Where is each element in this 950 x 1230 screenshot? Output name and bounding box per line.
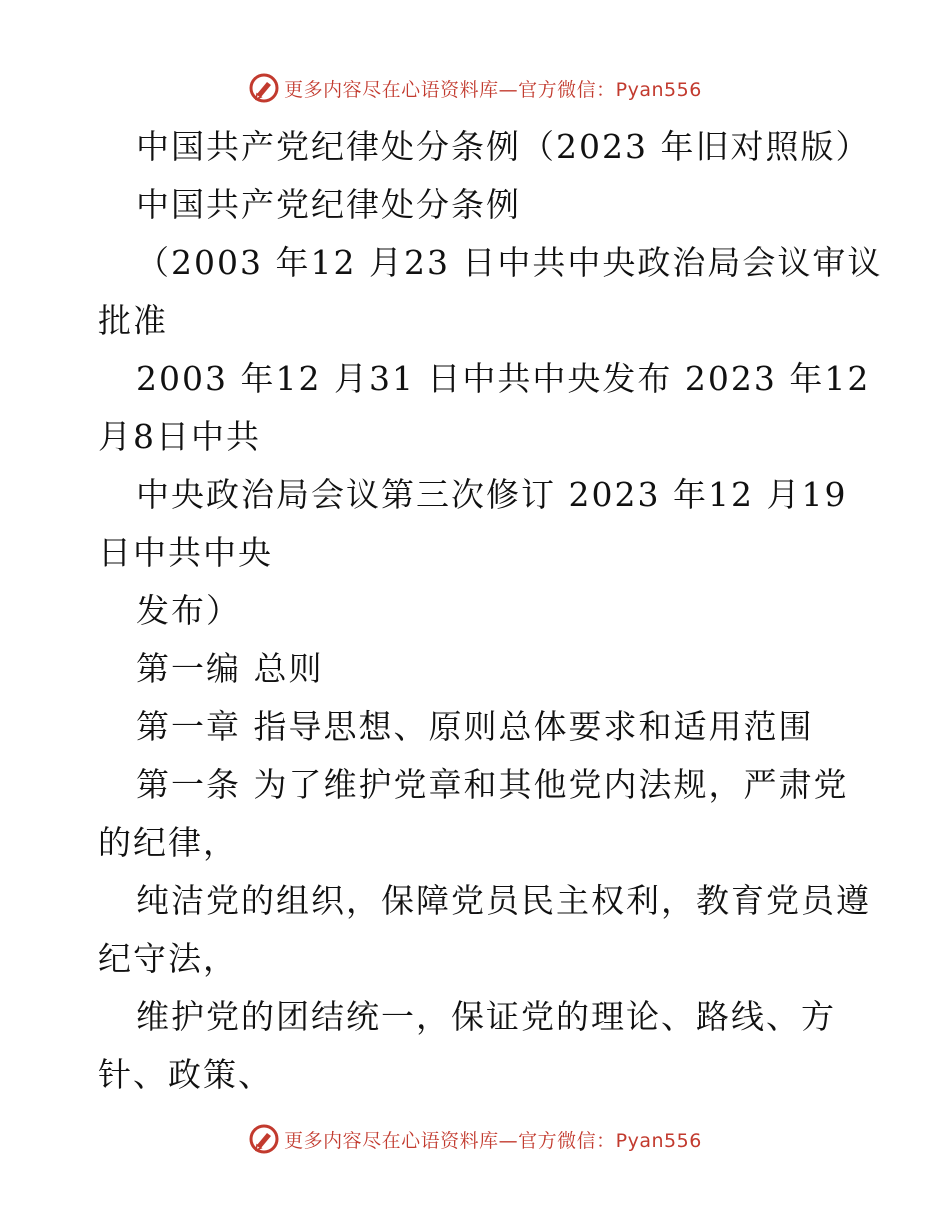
document-body <box>98 118 883 1104</box>
doc-title: 中国共产党纪律处分条例（2023 年旧对照版） <box>136 127 871 166</box>
watermark-text: 更多内容尽在心语资料库—官方微信：Pyan556 <box>284 1129 702 1152</box>
article-line: 维护党的团结统一，保证党的理论、路线、方 <box>136 997 836 1036</box>
article-line: 纪守法， <box>98 939 238 978</box>
doc-line: 2003 年12 月31 日中共中央发布 2023 年12 <box>136 359 871 398</box>
watermark-text: 更多内容尽在心语资料库—官方微信：Pyan556 <box>284 78 702 101</box>
article-line: 第一条 为了维护党章和其他党内法规，严肃党 <box>136 765 849 804</box>
article-line: 纯洁党的组织，保障党员民主权利，教育党员遵 <box>136 881 871 920</box>
watermark-footer <box>0 1123 950 1155</box>
doc-subtitle: 中国共产党纪律处分条例 <box>136 185 521 224</box>
doc-line: （2003 年12 月23 日中共中央政治局会议审议 <box>136 243 883 282</box>
article-line: 的纪律， <box>98 823 238 862</box>
part-heading: 第一编 总则 <box>136 649 324 688</box>
doc-line: 月8日中共 <box>98 417 261 456</box>
article-line: 针、政策、 <box>98 1055 273 1094</box>
watermark-header <box>0 72 950 104</box>
chapter-heading: 第一章 指导思想、原则总体要求和适用范围 <box>136 707 814 746</box>
document-pen-logo-icon <box>248 1123 280 1155</box>
doc-line: 批准 <box>98 301 168 340</box>
doc-line: 发布） <box>136 591 241 630</box>
doc-line: 日中共中央 <box>98 533 273 572</box>
doc-line: 中央政治局会议第三次修订 2023 年12 月19 <box>136 475 848 514</box>
document-pen-logo-icon <box>248 72 280 104</box>
